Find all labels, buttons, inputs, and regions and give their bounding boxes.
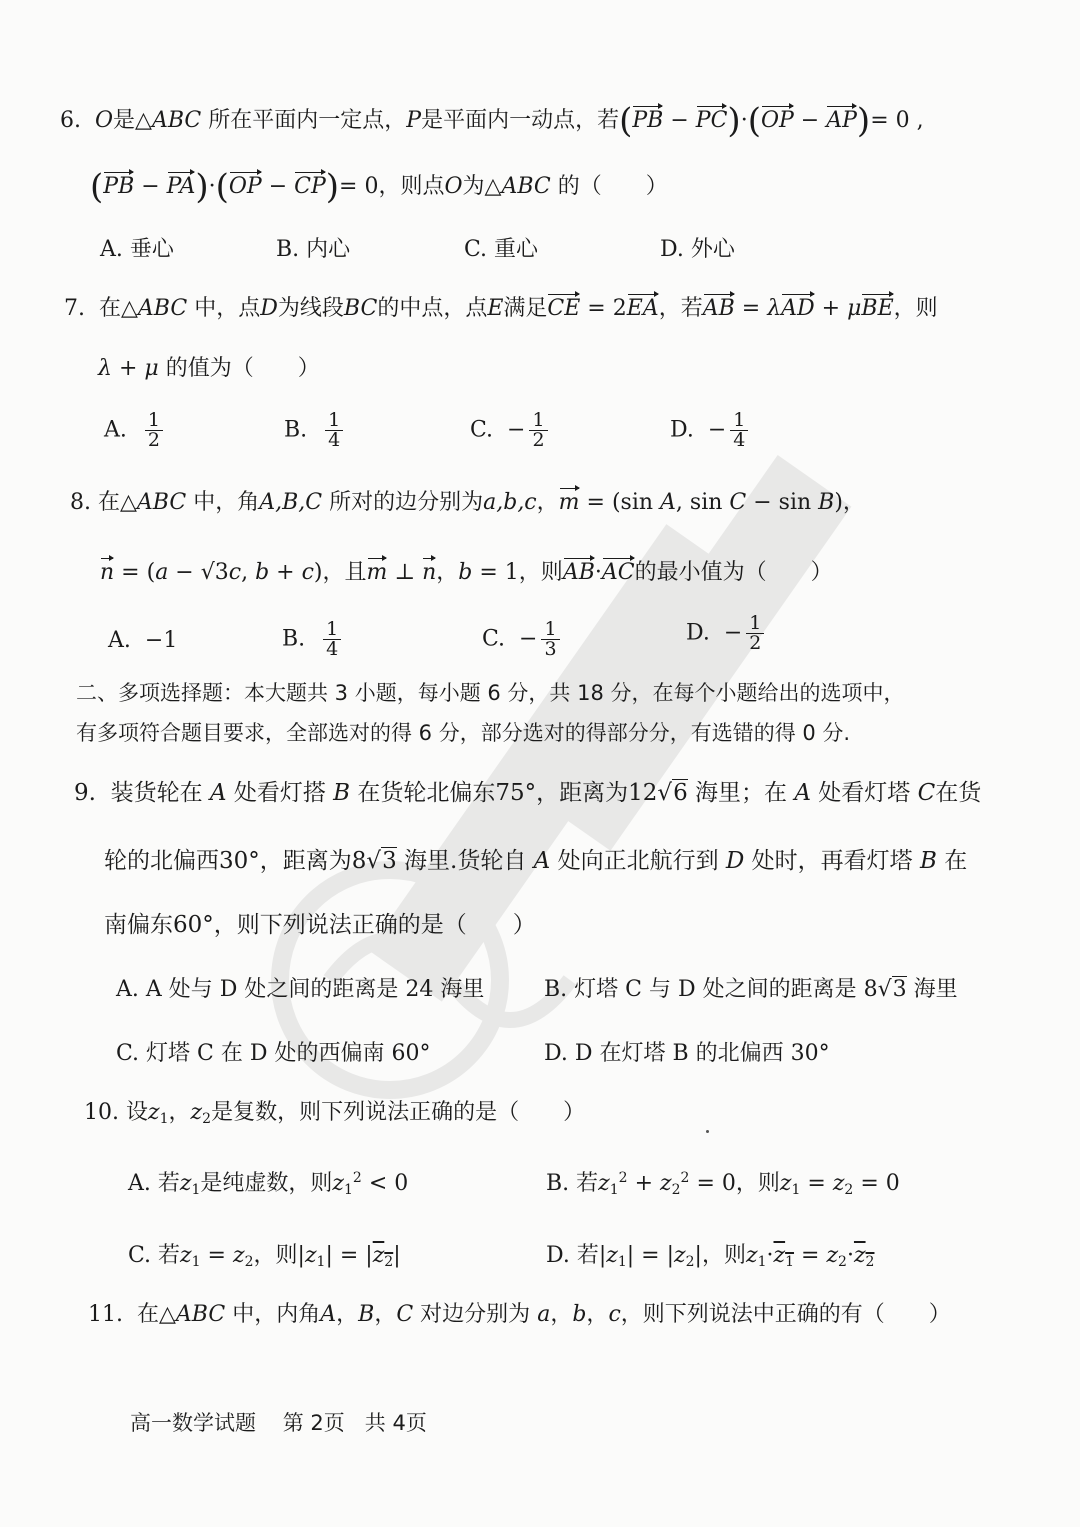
- q9-option-d[interactable]: D. D 在灯塔 B 的北偏西 30°: [544, 1041, 830, 1066]
- q10-option-d[interactable]: D. 若$|z_1| = |z_2|$，则$z_1\cdot z_1 = z_2\cdot z_2$: [546, 1243, 875, 1270]
- q7-line2: λ + μ 的值为（ ）: [98, 356, 320, 381]
- q9-line2: 轮的北偏西30°，距离为8√3 海里.货轮自 A 处向正北航行到 D 处时，再看灯塔 B 在: [104, 848, 968, 874]
- q10-options: [128, 1166, 1028, 1276]
- q8-option-a[interactable]: A. −1: [108, 628, 178, 653]
- q6-option-a[interactable]: A. 垂心: [100, 237, 174, 262]
- q10-option-a[interactable]: A. 若$z_1$是纯虚数，则$z_1^2 < 0$: [128, 1170, 409, 1198]
- q7-option-c[interactable]: C. − $\frac{1}{2}$: [470, 411, 552, 450]
- footer-total: 共 4页: [364, 1411, 427, 1435]
- q7-options: [104, 405, 1004, 461]
- q6-line1: 6. O是△ABC 所在平面内一定点，P是平面内一动点，若(PB − PC)·(OP − AP)= 0 ,: [60, 101, 924, 141]
- q7-option-b[interactable]: B. $\frac{1}{4}$: [284, 411, 347, 450]
- q9-option-c[interactable]: C. 灯塔 C 在 D 处的西偏南 60°: [116, 1041, 431, 1066]
- q6-line2: (PB − PA)·(OP − CP)= 0，则点O为△ABC 的（ ）: [90, 167, 668, 207]
- q6-option-d[interactable]: D. 外心: [660, 237, 735, 262]
- speck: [706, 1130, 709, 1133]
- q8-option-d[interactable]: D. − $\frac{1}{2}$: [686, 614, 768, 653]
- q8-options: [108, 614, 1008, 670]
- q9-options: [116, 972, 1016, 1082]
- q7-option-a[interactable]: A. $\frac{1}{2}$: [104, 411, 167, 450]
- q6-option-c[interactable]: C. 重心: [464, 237, 539, 262]
- q8-line2: n = (a − √3c, b + c)，且m ⊥ n，b = 1，则AB·AC的最小值为（ ）: [100, 558, 833, 588]
- footer-title: 高一数学试题: [130, 1411, 256, 1435]
- q7-line1: 7. 在△ABC 中，点D为线段BC的中点，点E满足CE = 2EA，若AB = λAD + μBE，则: [64, 294, 938, 324]
- q9-option-b[interactable]: B. 灯塔 C 与 D 处之间的距离是 8√3 海里: [544, 977, 958, 1002]
- q11-line1: 11. 在△ABC 中，内角A，B，C 对边分别为 a，b，c，则下列说法中正确的有（ ）: [88, 1302, 951, 1327]
- q6-options: [100, 232, 1000, 262]
- section2-heading: 二、多项选择题：本大题共 3 小题，每小题 6 分，共 18 分，在每个小题给出的选项中，: [76, 681, 905, 705]
- q8-option-b[interactable]: B. $\frac{1}{4}$: [282, 620, 345, 659]
- footer-page: 第 2页: [282, 1411, 345, 1435]
- q10-option-b[interactable]: B. 若$z_1^2 + z_2^2 = 0$，则$z_1 = z_2 = 0$: [546, 1170, 900, 1198]
- q9-line1: 9. 装货轮在 A 处看灯搭 B 在货轮北偏东75°，距离为12√6 海里；在 A 处看灯塔 C在货: [74, 780, 982, 806]
- section2-instructions: 有多项符合题目要求，全部选对的得 6 分，部分选对的得部分分，有选错的得 0 分.: [76, 721, 851, 745]
- q10-line1: 10. 设$z_1$，$z_2$是复数，则下列说法正确的是（ ）: [84, 1100, 586, 1127]
- q9-option-a[interactable]: A. A 处与 D 处之间的距离是 24 海里: [116, 977, 485, 1002]
- q6-option-b[interactable]: B. 内心: [276, 237, 351, 262]
- page-footer: [130, 1408, 427, 1438]
- q9-line3: 南偏东60°，则下列说法正确的是（ ）: [104, 912, 536, 938]
- q10-option-c[interactable]: C. 若$z_1 = z_2$，则$|z_1| = |z_2|$: [128, 1243, 401, 1270]
- q8-line1: 8. 在△ABC 中，角A,B,C 所对的边分别为a,b,c，m = (sin A, sin C − sin B)，: [70, 488, 865, 518]
- q8-option-c[interactable]: C. − $\frac{1}{3}$: [482, 620, 564, 659]
- q7-option-d[interactable]: D. − $\frac{1}{4}$: [670, 411, 752, 450]
